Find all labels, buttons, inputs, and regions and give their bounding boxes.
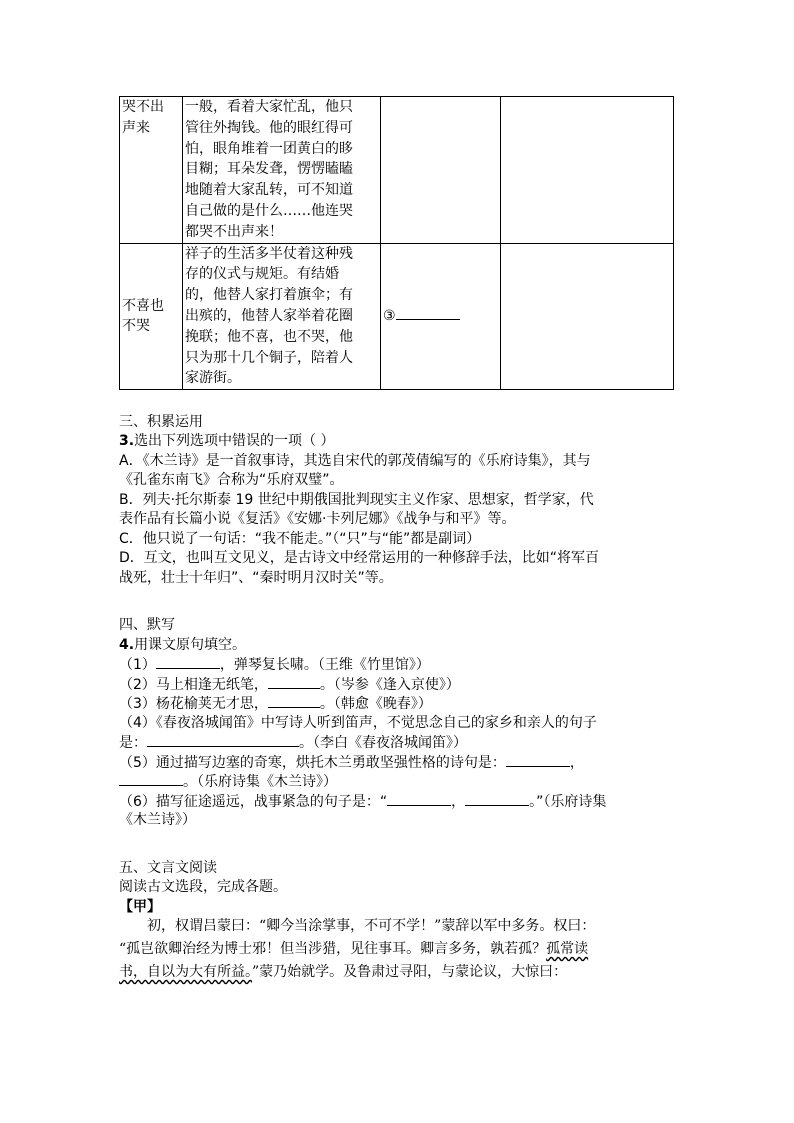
option-b: B．列夫·托尔斯泰 19 世纪中期俄国批判现实主义作家、思想家，哲学家，代: [119, 492, 594, 508]
option-b-cont: 表作品有长篇小说《复活》《安娜·卡列尼娜》《战争与和平》等。: [119, 511, 516, 527]
fill-item-4: （4）《春夜洛城闻笛》中写诗人听到笛声，不觉思念自己的家乡和亲人的句子: [119, 715, 597, 731]
answer-blank[interactable]: [506, 753, 570, 767]
cell-text: 的，他替人家打着旗伞；有: [185, 287, 353, 304]
cell-text: 地随着大家乱转，可不知道: [185, 182, 353, 199]
answer-blank[interactable]: [147, 733, 299, 747]
fill-item-6: [119, 792, 606, 811]
passage-text: ”蒙乃始就学。及鲁肃过寻阳，与蒙论议，大惊曰：: [252, 964, 568, 980]
item-text: 。（韩愈《晚春》）: [319, 696, 432, 712]
table-cell-extra[interactable]: [501, 243, 674, 390]
wavy-underlined-text: 书，自以为大有所益。: [119, 964, 252, 980]
fill-item-2: [119, 675, 460, 694]
item-text: 。（岑参《逢入京使》）: [319, 677, 460, 693]
table-cell-answer[interactable]: [381, 97, 501, 244]
question-text: 用课文原句填空。: [134, 637, 247, 653]
passage-line: [119, 940, 588, 958]
item-text: 。（李白《春夜洛城闻笛》）: [299, 735, 467, 751]
cell-text: 出殡的，他替人家举着花圈: [185, 307, 353, 324]
question-text: 选出下列选项中错误的一项（ ）: [134, 433, 335, 449]
cell-text: 自己做的是什么……他连哭: [185, 202, 353, 219]
table-row: [120, 243, 674, 390]
cell-text: 挽联；他不喜，也不哭，他: [185, 328, 353, 345]
section-heading: 三、积累运用: [119, 414, 203, 430]
passage-line: [119, 963, 567, 981]
passage-label: 【甲】: [119, 899, 161, 915]
item-text: （6）描写征途遥远，战事紧急的句子是：“: [119, 794, 388, 810]
table-cell-quote: [183, 243, 381, 390]
fill-item-4-cont: [119, 733, 467, 752]
character-table: [119, 96, 674, 390]
cell-text: 怕，眼角堆着一团黄白的眵: [185, 140, 353, 157]
cell-text: 不哭: [122, 318, 150, 335]
answer-blank[interactable]: [268, 694, 320, 708]
answer-blank[interactable]: [387, 792, 451, 806]
item-text: （3）杨花榆荚无才思，: [119, 696, 268, 712]
cell-text: 不喜也: [122, 297, 164, 314]
cell-text: ③: [383, 307, 396, 324]
table-cell-extra[interactable]: [501, 97, 674, 244]
fill-item-3: [119, 694, 432, 713]
item-text: ，弹琴复长啸。（王维《竹里馆》）: [219, 657, 430, 673]
cell-text: 哭不出: [122, 99, 164, 115]
cell-text: 一般，看着大家忙乱，他只: [185, 99, 353, 115]
item-text: 。（乐府诗集《木兰诗》）: [183, 774, 337, 790]
wavy-underlined-text: 孤常读: [546, 941, 589, 957]
cell-text: 都哭不出声来！: [185, 223, 283, 240]
answer-blank[interactable]: [119, 772, 183, 786]
reading-intro: 阅读古文选段，完成各题。: [119, 879, 287, 895]
item-text: （1）: [119, 657, 156, 673]
answer-blank[interactable]: [465, 792, 529, 806]
question-number: 4.: [119, 637, 135, 653]
table-cell-quote: [183, 97, 381, 244]
option-d-cont: 战死，壮士十年归”、“秦时明月汉时关”等。: [119, 570, 393, 586]
fill-item-6-cont: 《木兰诗》）: [119, 812, 196, 828]
cell-text: 管往外掏钱。他的眼红得可: [185, 119, 353, 136]
option-c: C．他只说了一句话：“我不能走。”（“只”与“能”都是副词）: [119, 531, 481, 547]
passage-line: 初，权谓吕蒙曰：“卿今当涂掌事，不可不学！”蒙辞以军中多务。权曰：: [147, 918, 596, 934]
question-3: [119, 432, 335, 450]
question-4: [119, 636, 246, 654]
section-heading: 五、文言文阅读: [119, 860, 217, 876]
option-a: A．《木兰诗》是一首叙事诗，其选自宋代的郭茂倩编写的《乐府诗集》，其与: [119, 453, 591, 469]
section-heading: 四、默写: [119, 617, 175, 633]
option-d: D．互文，也叫互文见义，是古诗文中经常运用的一种修辞手法，比如“将军百: [119, 550, 600, 566]
passage-text: “孤岂欲卿治经为博士邪！但当涉猎，见往事耳。卿言多务，孰若孤？: [119, 941, 547, 957]
cell-text: 家游街。: [185, 370, 241, 387]
table-cell-word: [120, 243, 183, 390]
question-number: 3.: [119, 433, 135, 449]
cell-text: 目糊；耳朵发聋，愣愣瞌瞌: [185, 161, 353, 178]
option-a-cont: 《孔雀东南飞》合称为“乐府双璧”。: [119, 472, 344, 488]
cell-text: 存的仪式与规矩。有结婚: [185, 266, 339, 283]
item-text: 是：: [119, 735, 147, 751]
answer-blank[interactable]: [268, 675, 320, 689]
item-text: 。”（乐府诗集: [529, 794, 607, 810]
fill-item-5: [119, 753, 584, 772]
table-cell-word: [120, 97, 183, 244]
answer-blank[interactable]: [396, 306, 460, 320]
cell-text: 只为那十几个铜子，陪着人: [185, 349, 353, 366]
cell-text: 祥子的生活多半仗着这种残: [185, 245, 353, 262]
item-text: ，: [451, 794, 466, 810]
fill-item-5-cont: [119, 772, 337, 791]
fill-item-1: [119, 655, 430, 674]
item-text: （5）通过描写边塞的奇寒，烘托木兰勇敢坚强性格的诗句是：: [119, 755, 506, 771]
table-row: [120, 97, 674, 244]
answer-blank[interactable]: [156, 655, 220, 669]
item-text: （2）马上相逢无纸笔，: [119, 677, 268, 693]
table-cell-answer[interactable]: [381, 243, 501, 390]
cell-text: 声来: [122, 119, 150, 136]
item-text: ，: [569, 755, 584, 771]
